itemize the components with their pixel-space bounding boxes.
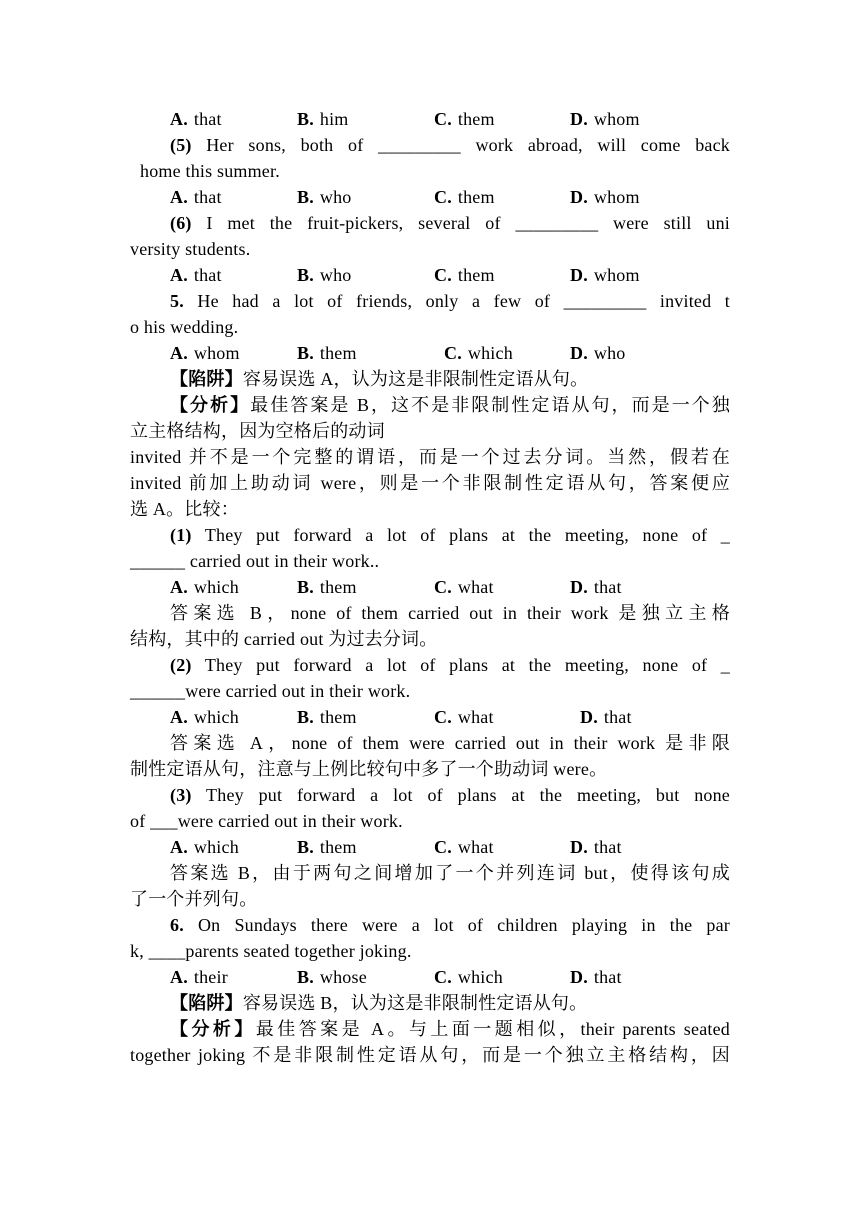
line-text: On Sundays there were a lot of children playing in the par — [183, 915, 730, 935]
option-letter: D. — [570, 967, 588, 987]
line-text: 容易误选 A，认为这是非限制性定语从句。 — [242, 369, 589, 389]
label-marker: 5. — [170, 291, 184, 311]
answer-option — [297, 574, 357, 600]
text-line — [170, 366, 730, 392]
label-marker: 6. — [170, 915, 184, 935]
option-text: that — [593, 967, 622, 987]
text-line — [130, 444, 730, 470]
answer-option — [570, 106, 640, 132]
text-line — [130, 496, 730, 522]
label-marker: (3) — [170, 785, 192, 805]
option-text: what — [457, 707, 494, 727]
text-line — [170, 912, 730, 938]
answer-option — [297, 262, 352, 288]
option-letter: C. — [434, 187, 452, 207]
option-letter: A. — [170, 343, 188, 363]
line-text: He had a lot of friends, only a few of _________ invited t — [183, 291, 730, 311]
option-text: whom — [593, 187, 640, 207]
answer-option — [570, 184, 640, 210]
line-text: invited 并不是一个完整的谓语，而是一个过去分词。当然，假若在 — [130, 447, 730, 467]
option-text: them — [319, 343, 357, 363]
option-letter: A. — [170, 265, 188, 285]
option-text: which — [193, 577, 239, 597]
option-letter: A. — [170, 967, 188, 987]
label-marker: (6) — [170, 213, 192, 233]
text-line — [170, 522, 730, 548]
text-line — [130, 756, 730, 782]
option-letter: B. — [297, 343, 314, 363]
text-line — [130, 626, 730, 652]
option-text: their — [193, 967, 228, 987]
answer-option — [570, 262, 640, 288]
label-marker: 【陷阱】 — [170, 993, 243, 1013]
option-letter: B. — [297, 577, 314, 597]
text-line — [170, 1016, 730, 1042]
answer-option — [297, 106, 349, 132]
text-line — [130, 808, 730, 834]
option-text: whom — [193, 343, 240, 363]
option-letter: D. — [570, 109, 588, 129]
line-text: 立主格结构，因为空格后的动词 — [130, 421, 385, 441]
answer-option — [570, 340, 626, 366]
answer-option — [170, 340, 240, 366]
answer-option — [570, 964, 622, 990]
label-marker: (1) — [170, 525, 192, 545]
text-line — [170, 288, 730, 314]
line-text: They put forward a lot of plans at the meeting, none of _ — [191, 525, 730, 545]
answer-option — [444, 340, 513, 366]
option-letter: C. — [434, 265, 452, 285]
line-text: o his wedding. — [130, 317, 239, 337]
option-text: him — [319, 109, 349, 129]
text-line — [170, 132, 730, 158]
text-line — [130, 1042, 730, 1068]
option-text: that — [603, 707, 632, 727]
option-text: who — [593, 343, 626, 363]
option-text: what — [457, 837, 494, 857]
line-text: 答案选 B，none of them carried out in their work 是独立主格 — [170, 603, 730, 623]
text-line — [130, 548, 730, 574]
line-text: k, ____parents seated together joking. — [130, 941, 412, 961]
answer-option — [170, 834, 239, 860]
line-text: ______were carried out in their work. — [130, 681, 411, 701]
option-text: which — [467, 343, 513, 363]
answer-option — [297, 184, 352, 210]
option-text: them — [319, 577, 357, 597]
option-letter: A. — [170, 109, 188, 129]
answer-option — [434, 964, 503, 990]
text-line — [170, 392, 730, 418]
option-letter: D. — [570, 837, 588, 857]
answer-option — [297, 964, 367, 990]
answer-option — [297, 340, 357, 366]
option-letter: C. — [444, 343, 462, 363]
option-letter: D. — [570, 343, 588, 363]
line-text: 了一个并列句。 — [130, 889, 258, 909]
line-text: They put forward a lot of plans at the meeting, none of _ — [191, 655, 730, 675]
answer-option — [297, 704, 357, 730]
answer-option — [434, 184, 495, 210]
option-text: that — [193, 109, 222, 129]
answer-option — [170, 262, 222, 288]
text-line — [170, 782, 730, 808]
text-line — [130, 236, 730, 262]
line-text: ______ carried out in their work.. — [130, 551, 380, 571]
label-marker: (2) — [170, 655, 192, 675]
answer-option — [580, 704, 632, 730]
option-text: them — [319, 707, 357, 727]
line-text: 制性定语从句，注意与上例比较句中多了一个助动词 were。 — [130, 759, 608, 779]
option-text: them — [457, 109, 495, 129]
label-marker: 【分析】 — [170, 395, 251, 415]
text-line — [170, 210, 730, 236]
option-letter: B. — [297, 109, 314, 129]
option-letter: C. — [434, 707, 452, 727]
line-text: They put forward a lot of plans at the meeting, but none — [191, 785, 730, 805]
option-letter: B. — [297, 187, 314, 207]
option-text: that — [193, 265, 222, 285]
option-text: that — [593, 837, 622, 857]
line-text: 选 A。比较： — [130, 499, 239, 519]
option-letter: B. — [297, 707, 314, 727]
text-line — [170, 730, 730, 756]
option-text: them — [319, 837, 357, 857]
option-text: that — [193, 187, 222, 207]
option-text: who — [319, 187, 352, 207]
option-text: which — [457, 967, 503, 987]
answer-option — [170, 704, 239, 730]
line-text: home this summer. — [140, 161, 280, 181]
answer-option — [170, 106, 222, 132]
line-text: together joking 不是非限制性定语从句，而是一个独立主格结构，因 — [130, 1045, 730, 1065]
line-text: 答案选 B，由于两句之间增加了一个并列连词 but，使得该句成 — [170, 863, 730, 883]
option-letter: A. — [170, 187, 188, 207]
answer-option — [170, 964, 228, 990]
option-letter: A. — [170, 707, 188, 727]
text-line — [130, 418, 730, 444]
text-line — [170, 652, 730, 678]
option-letter: B. — [297, 265, 314, 285]
option-letter: A. — [170, 577, 188, 597]
answer-option — [434, 834, 494, 860]
answer-option — [570, 574, 622, 600]
option-letter: B. — [297, 967, 314, 987]
line-text: 最佳答案是 B，这不是非限制性定语从句，而是一个独 — [250, 395, 730, 415]
option-letter: D. — [570, 187, 588, 207]
text-line — [130, 678, 730, 704]
answer-option — [434, 704, 494, 730]
answer-option — [170, 574, 239, 600]
line-text: 结构，其中的 carried out 为过去分词。 — [130, 629, 438, 649]
option-letter: D. — [570, 577, 588, 597]
option-text: that — [593, 577, 622, 597]
option-text: which — [193, 837, 239, 857]
answer-option — [434, 574, 494, 600]
option-letter: C. — [434, 109, 452, 129]
option-text: whose — [319, 967, 367, 987]
option-letter: D. — [570, 265, 588, 285]
line-text: 最佳答案是 A。与上面一题相似，their parents seated — [255, 1019, 730, 1039]
text-line — [130, 470, 730, 496]
text-line — [170, 860, 730, 886]
option-letter: C. — [434, 577, 452, 597]
label-marker: (5) — [170, 135, 192, 155]
text-line — [130, 886, 730, 912]
option-letter: C. — [434, 837, 452, 857]
option-text: them — [457, 187, 495, 207]
option-letter: C. — [434, 967, 452, 987]
option-text: who — [319, 265, 352, 285]
line-text: of ___were carried out in their work. — [130, 811, 403, 831]
line-text: invited 前加上助动词 were，则是一个非限制性定语从句，答案便应 — [130, 473, 730, 493]
text-line — [130, 938, 730, 964]
answer-option — [170, 184, 222, 210]
line-text: Her sons, both of _________ work abroad, will come back — [191, 135, 730, 155]
line-text: 答案选 A，none of them were carried out in their work 是非限 — [170, 733, 730, 753]
text-line — [170, 990, 730, 1016]
text-line — [130, 314, 730, 340]
option-text: what — [457, 577, 494, 597]
answer-option — [297, 834, 357, 860]
text-line — [140, 158, 740, 184]
answer-option — [434, 106, 495, 132]
option-text: which — [193, 707, 239, 727]
option-text: whom — [593, 265, 640, 285]
option-text: them — [457, 265, 495, 285]
line-text: I met the fruit-pickers, several of _________ were still uni — [191, 213, 730, 233]
option-letter: D. — [580, 707, 598, 727]
line-text: versity students. — [130, 239, 251, 259]
text-line — [170, 600, 730, 626]
option-letter: A. — [170, 837, 188, 857]
line-text: 容易误选 B，认为这是非限制性定语从句。 — [242, 993, 588, 1013]
answer-option — [570, 834, 622, 860]
option-text: whom — [593, 109, 640, 129]
label-marker: 【分析】 — [170, 1019, 256, 1039]
answer-option — [434, 262, 495, 288]
option-letter: B. — [297, 837, 314, 857]
label-marker: 【陷阱】 — [170, 369, 243, 389]
